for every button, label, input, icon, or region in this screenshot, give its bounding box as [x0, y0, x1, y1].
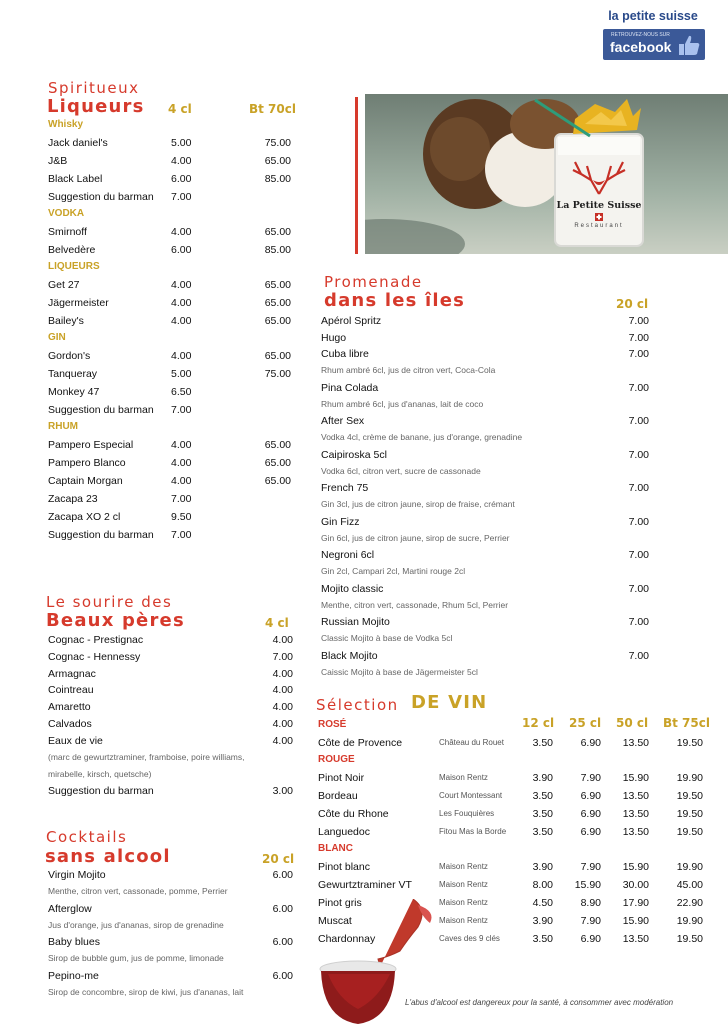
beaux-row [48, 733, 293, 749]
promenade-name: Gin Fizz [321, 515, 360, 528]
promenade-name: Cuba libre [321, 348, 369, 360]
promenade-row [321, 330, 649, 346]
spirit-row [48, 224, 293, 240]
vin-price: 15.90 [622, 861, 649, 873]
beaux-row [48, 682, 293, 698]
eaux-de-vie-desc-1: (marc de gewurtztraminer, framboise, poire williams, [48, 752, 245, 762]
vin-name: Pinot blanc [318, 861, 370, 873]
vin-price: 13.50 [622, 933, 649, 945]
vin-price: 8.00 [532, 879, 553, 891]
beaux-row [48, 716, 293, 732]
beaux-price: 4.00 [272, 634, 293, 646]
spirit-price-4cl: 7.00 [171, 404, 192, 416]
spirit-row [48, 473, 293, 489]
vin-name: Languedoc [318, 826, 370, 838]
spirit-name: Belvedère [48, 244, 96, 256]
cocktail-row [48, 968, 293, 984]
beaux-row [48, 649, 293, 665]
beaux-name: Cognac - Hennessy [48, 650, 141, 663]
promenade-row [321, 614, 649, 630]
spirit-price-bt: 65.00 [264, 457, 291, 469]
vin-category-0: ROSÉ [318, 719, 347, 730]
vin-price: 6.90 [580, 808, 601, 820]
vin-price: 19.90 [676, 915, 703, 927]
spirit-row [48, 402, 293, 418]
spirit-row [48, 527, 293, 543]
spirit-category-3: GIN [48, 332, 66, 343]
vin-col-header: 25 cl [569, 716, 602, 730]
promenade-name: French 75 [321, 482, 369, 494]
vin-row [318, 788, 708, 804]
spirit-name: J&B [48, 155, 68, 167]
spirit-price-4cl: 4.00 [171, 315, 192, 327]
promenade-price: 7.00 [628, 549, 649, 561]
vin-price: 8.90 [580, 897, 601, 909]
cocktail-price: 6.00 [272, 902, 293, 915]
vin-name: Pinot gris [318, 897, 362, 909]
vin-maker: Maison Rentz [439, 773, 488, 782]
promenade-desc: Rhum ambré 6cl, jus de citron vert, Coca-Cola [321, 365, 496, 375]
promenade-name: Hugo [321, 331, 347, 344]
promenade-desc: Menthe, citron vert, cassonade, Rhum 5cl, Perrier [321, 599, 509, 610]
brand-name: la petite suisse [608, 9, 698, 23]
beaux-row [48, 632, 293, 648]
beaux-suggestion-price: 3.00 [272, 785, 293, 797]
vin-maker: Maison Rentz [439, 880, 488, 889]
vin-title-big: DE VIN [411, 692, 488, 713]
vin-row [318, 877, 708, 893]
spirit-name: Bailey's [48, 315, 84, 327]
beaux-suggestion-row [48, 783, 293, 799]
vin-price: 7.90 [580, 772, 601, 784]
spirit-price-bt: 65.00 [264, 155, 291, 167]
vin-category-2: BLANC [318, 843, 353, 854]
spiritueux-col-bt70: Bt 70cl [249, 102, 296, 116]
spirit-name: Zacapa 23 [48, 493, 98, 505]
spirit-name: Pampero Blanco [48, 457, 126, 469]
vin-price: 3.50 [532, 933, 553, 945]
promenade-title-big: dans les îles [324, 290, 466, 311]
vin-name: Côte de Provence [318, 737, 403, 749]
promenade-price: 7.00 [628, 415, 649, 427]
vin-maker: Maison Rentz [439, 862, 488, 871]
promenade-row [321, 480, 649, 496]
cocktail-price: 6.00 [272, 969, 293, 982]
cocktail-desc: Menthe, citron vert, cassonade, pomme, Perrier [48, 886, 228, 896]
vin-maker: Court Montessant [439, 791, 503, 800]
cocktails-title-small: Cocktails [46, 828, 128, 846]
beaux-price: 4.00 [272, 734, 293, 747]
vin-price: 3.50 [532, 826, 553, 838]
spirit-name: Captain Morgan [48, 475, 123, 487]
vin-price: 19.50 [676, 790, 703, 802]
promenade-name: Pina Colada [321, 381, 379, 394]
beaux-name: Cognac - Prestignac [48, 634, 144, 646]
beaux-price: 4.00 [272, 718, 293, 730]
vin-price: 3.90 [532, 915, 553, 927]
spirit-name: Smirnoff [48, 226, 87, 238]
spirit-price-4cl: 4.00 [171, 297, 192, 309]
vin-name: Chardonnay [318, 933, 376, 945]
spirit-name: Jägermeister [48, 297, 109, 309]
spirit-price-bt: 65.00 [264, 297, 291, 309]
spirit-price-4cl: 5.00 [171, 368, 192, 380]
promenade-row [321, 313, 649, 329]
cocktail-desc: Jus d'orange, jus d'ananas, sirop de grenadine [48, 919, 224, 930]
spirit-row [48, 242, 293, 258]
spiritueux-col-4cl: 4 cl [168, 102, 192, 116]
spirit-price-bt: 65.00 [264, 279, 291, 291]
accent-divider [355, 97, 358, 254]
beaux-name: Calvados [48, 718, 92, 730]
vin-maker: Maison Rentz [439, 898, 488, 907]
promenade-desc: Gin 3cl, jus de citron jaune, sirop de fraise, crémant [321, 499, 515, 509]
cocktails-title-big: sans alcool [45, 846, 171, 867]
vin-price: 19.90 [676, 861, 703, 873]
promenade-row [321, 413, 649, 429]
vin-price: 6.90 [580, 933, 601, 945]
promenade-desc: Rhum ambré 6cl, jus d'ananas, lait de coco [321, 398, 484, 409]
eaux-de-vie-desc-2: mirabelle, kirsch, quetsche) [48, 769, 152, 779]
spirit-price-bt: 65.00 [264, 439, 291, 451]
cocktail-name: Baby blues [48, 936, 100, 948]
vin-price: 6.90 [580, 737, 601, 749]
spirit-row [48, 277, 293, 293]
vin-price: 3.90 [532, 861, 553, 873]
promenade-desc: Classic Mojito à base de Vodka 5cl [321, 633, 453, 643]
beaux-price: 4.00 [272, 667, 293, 680]
promenade-price: 7.00 [628, 482, 649, 494]
cocktail-name: Pepino-me [48, 969, 99, 982]
spirit-name: Suggestion du barman [48, 404, 154, 416]
beaux-price: 4.00 [272, 684, 293, 697]
spirit-row [48, 295, 293, 311]
vin-price: 13.50 [622, 790, 649, 802]
cocktail-price: 6.00 [272, 936, 293, 948]
logo-subtext: Restaurant [574, 223, 624, 229]
spirit-price-4cl: 7.00 [171, 191, 192, 203]
spirit-price-bt: 75.00 [264, 368, 291, 380]
vin-title-small: Sélection [316, 696, 399, 714]
promenade-row [321, 380, 649, 396]
spirit-row [48, 509, 293, 525]
cocktail-row [48, 901, 293, 917]
spirit-price-4cl: 4.00 [171, 457, 192, 469]
beaux-price: 7.00 [272, 650, 293, 663]
spirit-price-4cl: 5.00 [171, 137, 192, 149]
vin-maker: Maison Rentz [439, 916, 488, 925]
promenade-desc: Gin 6cl, jus de citron jaune, sirop de sucre, Perrier [321, 532, 510, 543]
spirit-price-4cl: 4.00 [171, 350, 192, 362]
vin-price: 13.50 [622, 808, 649, 820]
promenade-name: Negroni 6cl [321, 549, 375, 561]
beaux-name: Amaretto [48, 701, 91, 714]
vin-price: 3.90 [532, 772, 553, 784]
vin-price: 19.50 [676, 808, 703, 820]
spirit-name: Get 27 [48, 279, 80, 291]
spirit-price-4cl: 4.00 [171, 439, 192, 451]
spirit-price-bt: 65.00 [264, 350, 291, 362]
vin-price: 13.50 [622, 826, 649, 838]
vin-col-header: Bt 75cl [663, 716, 710, 730]
spirit-price-4cl: 7.00 [171, 493, 192, 505]
spirit-name: Tanqueray [48, 368, 98, 380]
spirit-name: Monkey 47 [48, 386, 100, 398]
promenade-price: 7.00 [628, 582, 649, 595]
vin-col-header: 12 cl [522, 716, 555, 730]
spirit-price-4cl: 6.50 [171, 386, 192, 398]
promenade-price: 7.00 [628, 515, 649, 528]
beaux-price: 4.00 [272, 701, 293, 714]
promenade-row [321, 547, 649, 563]
spirit-price-bt: 85.00 [264, 173, 291, 185]
promenade-price: 7.00 [628, 381, 649, 394]
spirit-name: Jack daniel's [48, 137, 108, 149]
vin-price: 45.00 [676, 879, 703, 891]
vin-price: 7.90 [580, 861, 601, 873]
promenade-name: After Sex [321, 415, 365, 427]
spirit-row [48, 384, 293, 400]
spirit-price-bt: 65.00 [264, 475, 291, 487]
spirit-row [48, 313, 293, 329]
promenade-row [321, 648, 649, 664]
cocktail-desc: Sirop de concombre, sirop de kiwi, jus d'ananas, lait [48, 986, 244, 997]
vin-name: Côte du Rhone [318, 808, 389, 820]
spirit-row [48, 455, 293, 471]
promenade-name: Black Mojito [321, 649, 378, 662]
vin-price: 6.90 [580, 790, 601, 802]
beaux-title-big: Beaux pères [46, 610, 185, 631]
vin-maker: Château du Rouet [439, 738, 504, 747]
spirit-row [48, 153, 293, 169]
vin-category-1: ROUGE [318, 754, 355, 765]
spiritueux-title-small: Spiritueux [48, 79, 140, 97]
spirit-price-4cl: 6.00 [171, 244, 192, 256]
vin-name: Gewurtztraminer VT [318, 879, 412, 891]
vin-price: 3.50 [532, 790, 553, 802]
vin-name: Bordeau [318, 790, 358, 802]
promenade-price: 7.00 [628, 348, 649, 360]
vin-col-header: 50 cl [616, 716, 649, 730]
facebook-label: facebook [610, 39, 672, 55]
vin-name: Pinot Noir [318, 772, 365, 784]
promenade-price: 7.00 [628, 616, 649, 628]
promenade-row [321, 581, 649, 597]
promenade-price: 7.00 [628, 649, 649, 662]
spirit-row [48, 348, 293, 364]
spirit-name: Suggestion du barman [48, 529, 154, 541]
hero-photo [365, 94, 728, 254]
vin-price: 22.90 [676, 897, 703, 909]
vin-price: 15.90 [622, 915, 649, 927]
vin-maker: Caves des 9 clés [439, 934, 500, 943]
vin-price: 19.50 [676, 826, 703, 838]
beaux-col-4cl: 4 cl [265, 616, 289, 630]
vin-price: 30.00 [622, 879, 649, 891]
spirit-price-4cl: 9.50 [171, 511, 192, 523]
vin-row [318, 859, 708, 875]
beaux-title-small: Le sourire des [46, 593, 173, 611]
vin-price: 17.90 [622, 897, 649, 909]
thumbs-up-icon [676, 32, 702, 58]
spirit-price-bt: 65.00 [264, 315, 291, 327]
spirit-row [48, 171, 293, 187]
spirit-row [48, 437, 293, 453]
promenade-desc: Vodka 6cl, citron vert, sucre de cassonade [321, 465, 481, 476]
spirit-category-4: RHUM [48, 421, 78, 432]
cocktail-desc: Sirop de bubble gum, jus de pomme, limonade [48, 953, 224, 963]
promenade-desc: Gin 2cl, Campari 2cl, Martini rouge 2cl [321, 566, 466, 576]
vin-row [318, 824, 708, 840]
spirit-price-4cl: 6.00 [171, 173, 192, 185]
promenade-name: Mojito classic [321, 582, 384, 595]
spiritueux-title-big: Liqueurs [47, 96, 145, 117]
spirit-price-4cl: 4.00 [171, 279, 192, 291]
promenade-desc: Caissic Mojito à base de Jägermeister 5cl [321, 666, 478, 677]
spirit-price-bt: 85.00 [264, 244, 291, 256]
spirit-name: Suggestion du barman [48, 191, 154, 203]
vin-price: 3.50 [532, 808, 553, 820]
promenade-name: Russian Mojito [321, 616, 390, 628]
spirit-category-0: Whisky [48, 119, 84, 130]
cocktail-row [48, 867, 293, 883]
promenade-price: 7.00 [628, 331, 649, 344]
spirit-price-4cl: 4.00 [171, 226, 192, 238]
vin-name: Muscat [318, 915, 352, 927]
vin-price: 4.50 [532, 897, 553, 909]
cocktail-name: Afterglow [48, 902, 92, 915]
spirit-name: Gordon's [48, 350, 91, 362]
stag-logo-icon [569, 156, 629, 196]
vin-price: 7.90 [580, 915, 601, 927]
beaux-name: Cointreau [48, 684, 94, 697]
promenade-price: 7.00 [628, 448, 649, 461]
vin-price: 13.50 [622, 737, 649, 749]
promenade-col-20cl: 20 cl [616, 297, 649, 311]
cocktail-price: 6.00 [272, 869, 293, 881]
vin-row [318, 770, 708, 786]
alcohol-disclaimer: L'abus d'alcool est dangereux pour la santé, à consommer avec modération [405, 998, 674, 1007]
spirit-name: Black Label [48, 173, 103, 185]
vin-price: 6.90 [580, 826, 601, 838]
logo-text: La Petite Suisse [556, 200, 642, 211]
promenade-row [321, 346, 649, 362]
cocktails-col-20cl: 20 cl [262, 852, 295, 866]
spirit-row [48, 491, 293, 507]
spirit-name: Pampero Especial [48, 439, 134, 451]
spirit-row [48, 135, 293, 151]
vin-price: 15.90 [622, 772, 649, 784]
vin-price: 19.50 [676, 737, 703, 749]
spirit-category-1: VODKA [48, 208, 85, 219]
facebook-small-text: RETROUVEZ-NOUS SUR [611, 32, 670, 38]
spirit-price-4cl: 4.00 [171, 475, 192, 487]
promenade-row [321, 514, 649, 530]
promenade-desc: Vodka 4cl, crème de banane, jus d'orange, grenadine [321, 432, 523, 442]
vin-row [318, 735, 708, 751]
cocktail-row [48, 934, 293, 950]
promenade-name: Caipiroska 5cl [321, 448, 387, 461]
vin-maker: Les Fouquières [439, 809, 495, 818]
beaux-name: Eaux de vie [48, 734, 103, 747]
promenade-title-small: Promenade [324, 273, 423, 291]
beaux-name: Armagnac [48, 667, 96, 680]
promenade-name: Apérol Spritz [321, 315, 382, 327]
promenade-row [321, 447, 649, 463]
vin-price: 3.50 [532, 737, 553, 749]
facebook-badge[interactable] [603, 29, 705, 60]
vin-maker: Fitou Mas la Borde [439, 827, 507, 836]
spirit-row [48, 189, 293, 205]
vin-price: 15.90 [574, 879, 601, 891]
spirit-price-4cl: 4.00 [171, 155, 192, 167]
vin-price: 19.90 [676, 772, 703, 784]
cocktail-name: Virgin Mojito [48, 869, 106, 881]
spirit-price-4cl: 7.00 [171, 529, 192, 541]
swiss-cross-icon [595, 213, 603, 221]
spirit-name: Zacapa XO 2 cl [48, 511, 121, 523]
vin-price: 19.50 [676, 933, 703, 945]
promenade-price: 7.00 [628, 315, 649, 327]
spirit-price-bt: 65.00 [264, 226, 291, 238]
vin-row [318, 806, 708, 822]
beaux-row [48, 699, 293, 715]
beaux-suggestion-name: Suggestion du barman [48, 785, 154, 797]
spirit-row [48, 366, 293, 382]
spirit-price-bt: 75.00 [264, 137, 291, 149]
beaux-row [48, 666, 293, 682]
spirit-category-2: LIQUEURS [48, 261, 100, 272]
